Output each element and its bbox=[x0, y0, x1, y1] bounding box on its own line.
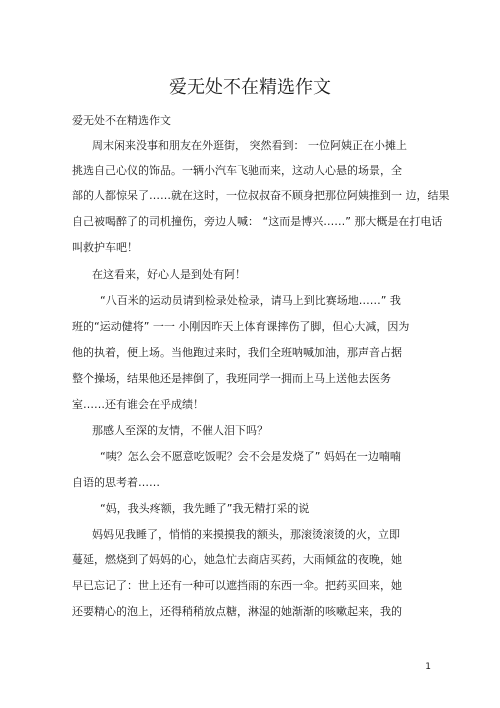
paragraph-line: 班的“运动健将” 一一 小刚因昨天上体育课摔伤了脚，但心大减，因为 bbox=[72, 320, 410, 333]
paragraph-line: “咦？怎么会不愿意吃饭呢？会不会是发烧了” 妈妈在一边喃喃 bbox=[100, 450, 401, 463]
paragraph-line: 周末闲来没事和朋友在外逛街， 突然看到： 一位阿姨正在小摊上 bbox=[92, 139, 407, 152]
paragraph-line: 室……还有谁会在乎成绩！ bbox=[72, 398, 204, 411]
paragraph-line: 叫救护车吧！ bbox=[72, 241, 138, 254]
paragraph-line: 自语的思考着…… bbox=[72, 476, 160, 489]
paragraph-line: 在这看来，好心人是到处有阿！ bbox=[92, 268, 246, 281]
paragraph-line: 蔓延，燃烧到了妈妈的心，她急忙去商店买药，大雨倾盆的夜晚，她 bbox=[72, 553, 402, 566]
document-subtitle: 爱无处不在精选作文 bbox=[72, 114, 171, 127]
paragraph-line: 他的执着，便上场。当他跑过来时，我们全班呐喊加油，那声音占据 bbox=[72, 346, 402, 359]
page-number: 1 bbox=[425, 662, 431, 672]
paragraph-line: 挑选自己心仪的饰品。一辆小汽车飞驰而来，这动人心悬的场景，全 bbox=[72, 164, 402, 177]
paragraph-line: 早已忘记了：世上还有一种可以遮挡雨的东西一伞。把药买回来，她 bbox=[72, 579, 402, 592]
paragraph-line: 部的人都惊呆了……就在这时，一位叔叔奋不顾身把那位阿姨推到一 边，结果 bbox=[72, 189, 450, 202]
paragraph-line: “妈，我头疼额，我先睡了”我无精打采的说 bbox=[100, 502, 310, 515]
paragraph-line: 整个操场，结果他还是摔倒了，我班同学一拥而上马上送他去医务 bbox=[72, 372, 391, 385]
document-title: 爱无处不在精选作文 bbox=[169, 77, 331, 98]
paragraph-line: 还要精心的泡上，还得稍稍放点糖，淋湿的她渐渐的咳嗽起来，我的 bbox=[72, 605, 402, 618]
paragraph-line: 妈妈见我睡了，悄悄的来摸摸我的额头，那滚烫滚烫的火，立即 bbox=[92, 528, 400, 541]
paragraph-line: 自己被喝醉了的司机撞伤，旁边人喊： “这而是博兴……” 那大概是在打电话 bbox=[72, 215, 443, 228]
paragraph-line: 那感人至深的友情，不催人泪下吗？ bbox=[92, 424, 268, 437]
paragraph-line: “八百米的运动员请到检录处检录，请马上到比赛场地……” 我 bbox=[100, 294, 401, 307]
